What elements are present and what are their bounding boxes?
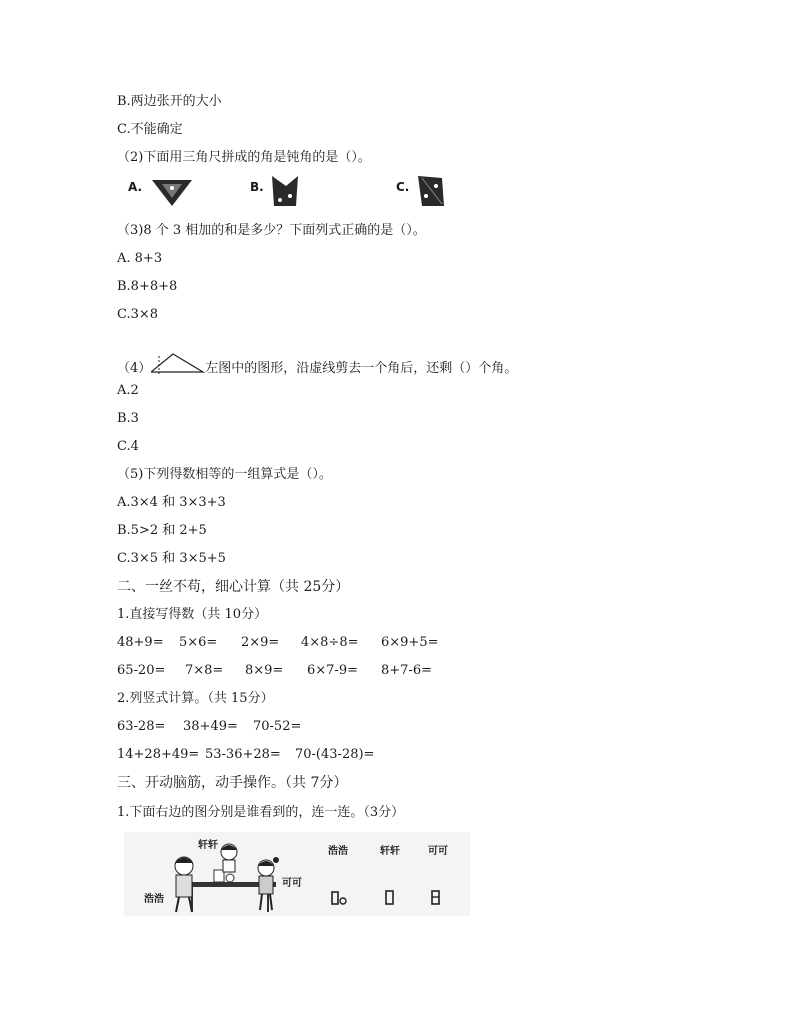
question-5: （5)下列得数相等的一组算式是（）。 [117,467,332,482]
q4-prefix: （4） [117,361,152,376]
kids-at-table-illustration [164,838,294,914]
calc-item: 5×6= [179,635,218,650]
q2-options-figure [120,174,450,210]
view-shape-2-icon [382,888,398,908]
view-label-keke: 可可 [428,846,448,857]
question-4 [117,352,517,378]
view-shape-3-icon [428,888,444,908]
calc-item: 38+49= [183,719,238,734]
calc-item: 14+28+49= [117,747,200,762]
q3-option-a: A. 8+3 [117,251,163,266]
calc-item: 53-36+28= [205,747,281,762]
calc-item: 65-20= [117,663,166,678]
calc-item: 70-(43-28)= [295,747,375,762]
vertical-calc-row-2 [117,746,457,764]
q3-option-b: B.8+8+8 [117,279,178,294]
vertical-calc-row-1 [117,718,417,736]
view-label-xuanxuan: 轩轩 [380,846,400,857]
section-2-part-2: 2.列竖式计算。（共 15分） [117,691,274,706]
calc-item: 48+9= [117,635,164,650]
view-matching-figure [124,832,470,916]
triangle-ruler-c-icon [414,174,448,208]
q4-option-b: B.3 [117,411,139,426]
triangle-ruler-b-icon [268,174,302,208]
view-shape-1-icon [330,888,350,908]
section-2-part-1: 1.直接写得数（共 10分） [117,607,268,622]
question-3: （3)8 个 3 相加的和是多少？下面列式正确的是（）。 [117,223,426,238]
q4-option-c: C.4 [117,439,139,454]
view-label-haohao: 浩浩 [328,846,348,857]
kid-label-left: 浩浩 [144,894,164,905]
q5-option-c: C.3×5 和 3×5+5 [117,551,226,566]
calc-item: 8+7-6= [381,663,432,678]
calc-item: 63-28= [117,719,166,734]
q2-option-a-label: A. [128,180,143,194]
option-c-line: C.不能确定 [117,122,183,137]
q3-option-c: C.3×8 [117,307,159,322]
question-2: （2)下面用三角尺拼成的角是钝角的是（）。 [117,150,371,165]
section-3-part-1: 1.下面右边的图分别是谁看到的，连一连。（3分） [117,805,405,820]
calc-item: 2×9= [241,635,280,650]
q4-text: 左图中的图形，沿虚线剪去一个角后，还剩（）个角。 [205,361,518,376]
calc-item: 6×9+5= [381,635,439,650]
calc-item: 70-52= [253,719,302,734]
calc-item: 6×7-9= [307,663,358,678]
direct-calc-row-2 [117,662,457,680]
section-2-heading: 二、一丝不苟，细心计算（共 25分） [117,579,350,595]
calc-item: 4×8÷8= [301,635,359,650]
q5-option-a: A.3×4 和 3×3+3 [117,495,226,510]
direct-calc-row-1 [117,634,457,652]
q4-option-a: A.2 [117,383,139,398]
q2-option-b-label: B. [250,180,264,194]
option-b-line: B.两边张开的大小 [117,94,222,109]
triangle-figure-icon [151,352,205,374]
kid-label-right: 可可 [282,878,302,889]
calc-item: 8×9= [245,663,284,678]
q5-option-b: B.5>2 和 2+5 [117,523,207,538]
section-3-heading: 三、开动脑筋，动手操作。（共 7分） [117,775,348,791]
q2-option-c-label: C. [396,180,410,194]
calc-item: 7×8= [185,663,224,678]
kid-label-top: 轩轩 [198,840,218,851]
triangle-ruler-a-icon [150,174,194,208]
